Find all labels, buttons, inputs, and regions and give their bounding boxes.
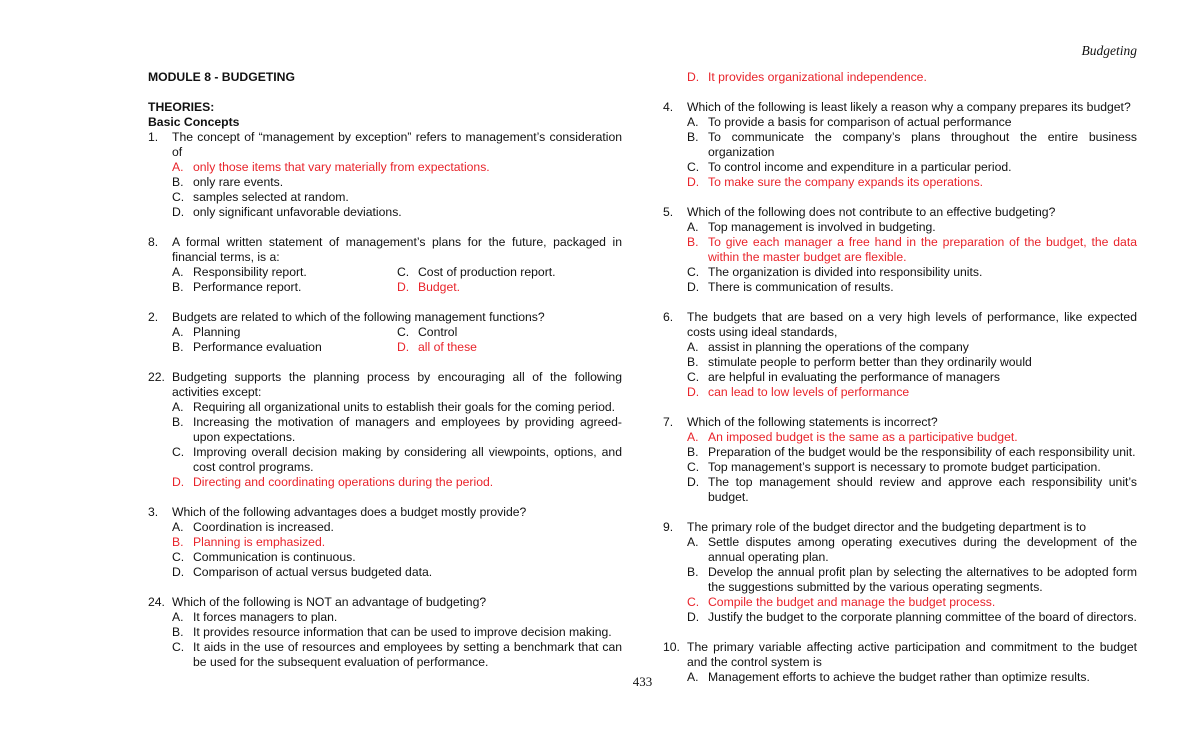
choice-c: [148, 640, 622, 670]
choice-text: To communicate the company’s plans throughout the entire business organization: [708, 130, 1137, 159]
choice-letter: D.: [687, 70, 700, 84]
choice-text: Top management’s support is necessary to promote budget participation.: [708, 460, 1101, 474]
question-text: Which of the following does not contribute to an effective budgeting?: [687, 205, 1056, 219]
choice-letter: B.: [687, 445, 699, 459]
choice-c: [663, 370, 1137, 385]
choice-text: Performance evaluation: [193, 340, 322, 354]
choice-text: To control income and expenditure in a particular period.: [708, 160, 1012, 174]
choice-c: [663, 460, 1137, 475]
choice-letter: B.: [172, 625, 184, 639]
choice-text: Compile the budget and manage the budget process.: [708, 595, 996, 609]
choice-letter: D.: [172, 205, 185, 219]
choice-letter: B.: [172, 340, 184, 354]
module-title: MODULE 8 - BUDGETING: [148, 70, 295, 84]
left-column: [148, 70, 622, 670]
choice-text: Budget.: [418, 280, 461, 294]
choice-text: The top management should review and approve each responsibility unit’s budget.: [708, 475, 1137, 504]
choice-a: [663, 430, 1137, 445]
choice-text: It aids in the use of resources and employees by setting a benchmark that can be used for the subsequent evaluation of performance.: [193, 640, 622, 669]
choice-text: To give each manager a free hand in the preparation of the budget, the data within the master budget are flexible.: [708, 235, 1137, 264]
choice-row: [148, 265, 622, 280]
question-22: [148, 370, 622, 400]
question-6: [663, 310, 1137, 340]
choice-letter: D.: [397, 340, 410, 354]
question-text: Which of the following is NOT an advantage of budgeting?: [172, 595, 487, 609]
choice-letter: C.: [172, 445, 185, 459]
choice-letter: C.: [172, 190, 185, 204]
choice-text: The organization is divided into responsibility units.: [708, 265, 983, 279]
choice-text: Cost of production report.: [418, 265, 556, 279]
choice-letter: A.: [687, 535, 699, 549]
choice-text: Improving overall decision making by considering all viewpoints, options, and cost control programs.: [193, 445, 622, 474]
question-4: [663, 100, 1137, 115]
choice-letter: D.: [397, 280, 410, 294]
choice-d-continued: [663, 70, 1137, 85]
choice-letter: A.: [687, 115, 699, 129]
choice-text: stimulate people to perform better than they ordinarily would: [708, 355, 1032, 369]
question-number: 10.: [663, 640, 680, 654]
choice-c: [148, 445, 622, 475]
choice-letter: D.: [687, 610, 700, 624]
choice-text: To provide a basis for comparison of actual performance: [708, 115, 1012, 129]
choice-letter: D.: [172, 565, 185, 579]
choice-a: [663, 220, 1137, 235]
choice-b: [148, 625, 622, 640]
choice-text: Coordination is increased.: [193, 520, 334, 534]
choice-text: An imposed budget is the same as a participative budget.: [708, 430, 1018, 444]
choice-text: Preparation of the budget would be the responsibility of each responsibility unit.: [708, 445, 1136, 459]
choice-c: [148, 190, 622, 205]
question-5: [663, 205, 1137, 220]
question-9: [663, 520, 1137, 535]
choice-letter: B.: [687, 565, 699, 579]
question-1: [148, 130, 622, 160]
running-head: Budgeting: [1081, 43, 1137, 58]
choice-text: Directing and coordinating operations during the period.: [193, 475, 494, 489]
question-number: 9.: [663, 520, 674, 534]
question-text: A formal written statement of management’s plans for the future, packaged in financial terms, is a:: [172, 235, 622, 264]
choice-text: Performance report.: [193, 280, 302, 294]
choice-d: [148, 205, 622, 220]
question-number: 1.: [148, 130, 159, 144]
choice-letter: C.: [397, 325, 410, 339]
choice-letter: A.: [172, 325, 184, 339]
choice-letter: A.: [172, 265, 184, 279]
choice-letter: C.: [687, 370, 700, 384]
choice-a: [663, 115, 1137, 130]
choice-d: [663, 280, 1137, 295]
basic-concepts-heading: Basic Concepts: [148, 115, 240, 129]
choice-letter: A.: [687, 340, 699, 354]
choice-letter: A.: [687, 430, 699, 444]
choice-text: Responsibility report.: [193, 265, 307, 279]
choice-text: It provides resource information that can be used to improve decision making.: [193, 625, 612, 639]
choice-text: only significant unfavorable deviations.: [193, 205, 402, 219]
choice-b: [663, 130, 1137, 160]
choice-letter: B.: [687, 235, 699, 249]
choice-letter: D.: [687, 175, 700, 189]
choice-d: [663, 475, 1137, 505]
choice-letter: C.: [687, 160, 700, 174]
choice-letter: A.: [172, 520, 184, 534]
choice-b: [148, 415, 622, 445]
choice-text: It forces managers to plan.: [193, 610, 338, 624]
question-number: 8.: [148, 235, 159, 249]
question-number: 24.: [148, 595, 165, 609]
choice-letter: A.: [687, 220, 699, 234]
question-text: Budgets are related to which of the following management functions?: [172, 310, 545, 324]
question-number: 4.: [663, 100, 674, 114]
choice-text: Planning: [193, 325, 241, 339]
choice-c: [663, 265, 1137, 280]
choice-b: [663, 445, 1137, 460]
choice-text: samples selected at random.: [193, 190, 349, 204]
choice-a: [148, 520, 622, 535]
choice-letter: A.: [172, 610, 184, 624]
question-8: [148, 235, 622, 265]
question-10: [663, 640, 1137, 670]
choice-text: are helpful in evaluating the performance of managers: [708, 370, 1001, 384]
question-7: [663, 415, 1137, 430]
question-text: Which of the following advantages does a budget mostly provide?: [172, 505, 527, 519]
choice-text: Management efforts to achieve the budget rather than optimize results.: [708, 670, 1090, 684]
choice-c: [663, 595, 1137, 610]
question-text: Which of the following statements is incorrect?: [687, 415, 938, 429]
question-2: [148, 310, 622, 325]
question-text: The budgets that are based on a very high levels of performance, like expected costs using ideal standards,: [687, 310, 1137, 339]
choice-text: can lead to low levels of performance: [708, 385, 910, 399]
choice-text: Develop the annual profit plan by selecting the alternatives to be adopted form the suggestions submitted by the various operating segments.: [708, 565, 1137, 594]
choice-letter: D.: [172, 475, 185, 489]
choice-text: all of these: [418, 340, 477, 354]
choice-text: Justify the budget to the corporate planning committee of the board of directors.: [708, 610, 1137, 624]
choice-text: There is communication of results.: [708, 280, 894, 294]
choice-letter: C.: [687, 460, 700, 474]
choice-b: [663, 355, 1137, 370]
choice-letter: B.: [687, 130, 699, 144]
choice-letter: D.: [687, 475, 700, 489]
choice-letter: D.: [687, 385, 700, 399]
choice-letter: B.: [172, 280, 184, 294]
choice-d: [663, 175, 1137, 190]
question-number: 3.: [148, 505, 159, 519]
choice-text: To make sure the company expands its operations.: [708, 175, 984, 189]
choice-d: [663, 385, 1137, 400]
choice-letter: A.: [687, 670, 699, 684]
page-number: 433: [632, 674, 653, 689]
choice-text: Top management is involved in budgeting.: [708, 220, 936, 234]
question-text: Which of the following is least likely a reason why a company prepares its budget?: [687, 100, 1131, 114]
choice-c: [148, 550, 622, 565]
question-text: The concept of “management by exception” refers to management’s consideration of: [172, 130, 622, 159]
choice-text: only rare events.: [193, 175, 284, 189]
choice-b: [663, 235, 1137, 265]
choice-text: Settle disputes among operating executives during the development of the annual operating plan.: [708, 535, 1137, 564]
choice-letter: D.: [687, 280, 700, 294]
choice-a: [148, 160, 622, 175]
choice-text: Planning is emphasized.: [193, 535, 326, 549]
choice-letter: C.: [397, 265, 410, 279]
choice-b: [148, 175, 622, 190]
choice-letter: A.: [172, 160, 184, 174]
choice-d: [148, 565, 622, 580]
choice-text: Comparison of actual versus budgeted data.: [193, 565, 433, 579]
choice-letter: C.: [172, 640, 185, 654]
choice-text: Increasing the motivation of managers and employees by providing agreed-upon expectations.: [193, 415, 622, 444]
right-column: [663, 70, 1137, 685]
choice-c: [663, 160, 1137, 175]
choice-letter: B.: [172, 175, 184, 189]
question-3: [148, 505, 622, 520]
question-text: Budgeting supports the planning process by encouraging all of the following activities except:: [172, 370, 622, 399]
question-number: 2.: [148, 310, 159, 324]
choice-a: [148, 400, 622, 415]
theories-heading: THEORIES:: [148, 100, 215, 114]
choice-letter: C.: [172, 550, 185, 564]
choice-text: Control: [418, 325, 458, 339]
choice-text: It provides organizational independence.: [708, 70, 927, 84]
question-number: 5.: [663, 205, 674, 219]
choice-text: assist in planning the operations of the company: [708, 340, 969, 354]
question-number: 22.: [148, 370, 165, 384]
choice-letter: B.: [172, 535, 184, 549]
choice-letter: B.: [687, 355, 699, 369]
choice-row: [148, 340, 622, 355]
question-text: The primary variable affecting active participation and commitment to the budget and the control system is: [687, 640, 1137, 669]
choice-a: [148, 610, 622, 625]
choice-letter: A.: [172, 400, 184, 414]
choice-b: [663, 565, 1137, 595]
choice-row: [148, 325, 622, 340]
question-number: 6.: [663, 310, 674, 324]
choice-text: only those items that vary materially from expectations.: [193, 160, 490, 174]
choice-a: [663, 535, 1137, 565]
choice-letter: C.: [687, 595, 700, 609]
choice-text: Requiring all organizational units to establish their goals for the coming period.: [193, 400, 616, 414]
choice-text: Communication is continuous.: [193, 550, 356, 564]
choice-d: [148, 475, 622, 490]
choice-a: [663, 340, 1137, 355]
question-text: The primary role of the budget director and the budgeting department is to: [687, 520, 1087, 534]
choice-letter: B.: [172, 415, 184, 429]
choice-d: [663, 610, 1137, 625]
question-24: [148, 595, 622, 610]
question-number: 7.: [663, 415, 674, 429]
choice-b: [148, 535, 622, 550]
choice-row: [148, 280, 622, 295]
choice-letter: C.: [687, 265, 700, 279]
